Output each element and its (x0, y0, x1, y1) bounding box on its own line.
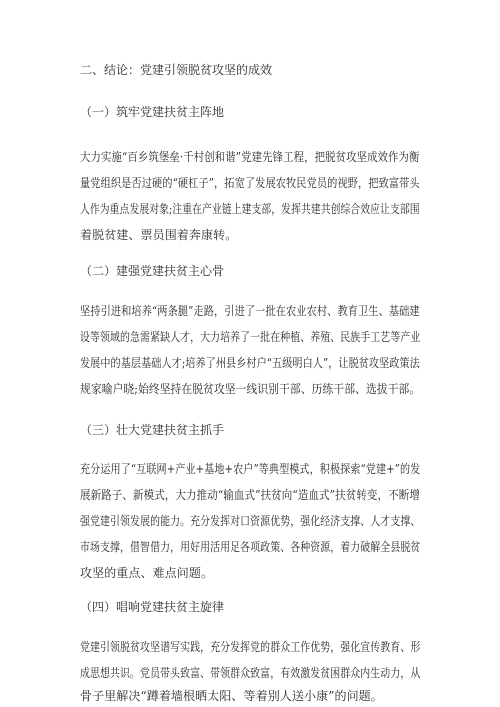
paragraph-1-line-3: 人作为重点发展对象;注重在产业链上建支部，发挥共建共创综合效应让支部围 (80, 202, 420, 216)
paragraph-3-line-4: 市场支撑，借智借力，用好用活用足各项政策、各种资源，着力破解全县脱贫 (80, 540, 421, 554)
subsection-heading-4: （四）唱响党建扶贫主旋律 (80, 600, 225, 614)
paragraph-1-line-2: 量党组织是否过硬的“硬杠子”，拓宽了发展农牧民党员的视野，把致富带头 (80, 176, 420, 190)
paragraph-1-line-1: 大力实施“百乡筑堡垒·千村创和谐”党建先锋工程，把脱贫攻坚成效作为衡 (80, 150, 420, 164)
paragraph-1-line-4: 着脱贫建、票员围着奔康转。 (80, 228, 238, 242)
paragraph-3-line-1: 充分运用了“互联网+产业+基地+农户”等典型模式，积极探索“党建+”的发 (80, 462, 421, 476)
subsection-heading-1: （一）筑牢党建扶贫主阵地 (80, 105, 225, 119)
paragraph-3-line-3: 强党建引领发展的能力。充分发挥对口资源优势，强化经济支撑、人才支撑、 (80, 514, 421, 528)
subsection-heading-3: （三）壮大党建扶贫主抓手 (80, 423, 225, 437)
paragraph-4-line-1: 党建引领脱贫攻坚谱写实践，充分发挥党的群众工作优势，强化宣传教育、形 (80, 640, 421, 654)
paragraph-2-line-4: 规家喻户晓;始终坚持在脱贫攻坚一线识别干部、历练干部、选拔干部。 (80, 382, 421, 396)
paragraph-2-line-1: 坚持引进和培养“两条腿”走路，引进了一批在农业农村、教育卫生、基础建 (80, 304, 420, 318)
paragraph-4-line-3: 骨子里解决“蹲着墙根晒太阳、等着别人送小康”的问题。 (80, 689, 383, 703)
paragraph-4-line-2: 成思想共识。党员带头致富、带领群众致富，有效激发贫困群众内生动力，从 (80, 666, 421, 680)
section-title: 二、结论：党建引领脱贫攻坚的成效 (80, 63, 273, 77)
subsection-heading-2: （二）建强党建扶贫主心骨 (80, 264, 225, 278)
paragraph-3-line-2: 展新路子、新模式，大力推动“输血式”扶贫向“造血式”扶贫转变，不断增 (80, 488, 420, 502)
paragraph-2-line-2: 设等领域的急需紧缺人才，大力培养了一批在种植、养殖、民族手工艺等产业 (80, 330, 421, 344)
paragraph-3-line-5: 攻坚的重点、难点问题。 (80, 566, 214, 580)
paragraph-2-line-3: 发展中的基层基础人才;培养了州县乡村户“五级明白人”，让脱贫攻坚政策法 (80, 356, 420, 370)
